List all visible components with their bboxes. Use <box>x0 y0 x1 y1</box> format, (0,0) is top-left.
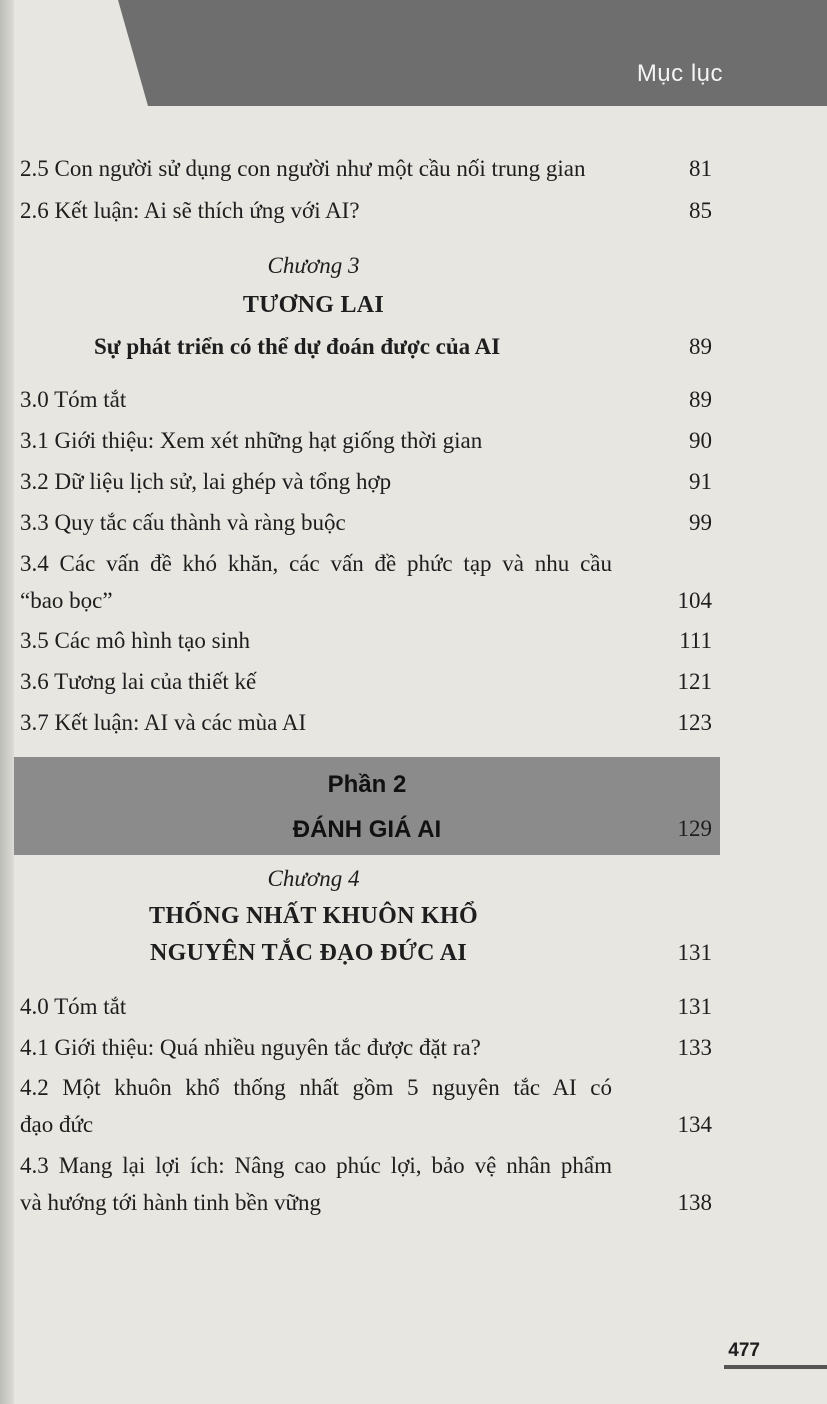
chapter-4-title-line2: NGUYÊN TẮC ĐẠO ĐỨC AI <box>150 940 467 966</box>
part-2-title[interactable]: ĐÁNH GIÁ AI <box>292 816 442 843</box>
toc-entry-text: 2.5 Con người sử dụng con người như một cầu nối trung gian <box>20 156 586 181</box>
toc-entry-page: 131 <box>677 994 712 1019</box>
part-2-label: Phần 2 <box>327 771 407 798</box>
toc-entry-text: 4.3 Mang lại lợi ích: Nâng cao phúc lợi, bảo vệ nhân phẩm <box>20 1153 612 1178</box>
toc-entry-text: 4.2 Một khuôn khổ thống nhất gồm 5 nguyên tắc AI có <box>20 1075 612 1100</box>
toc-entry-page: 89 <box>689 387 712 412</box>
page-edge-shadow <box>0 0 14 1404</box>
toc-entry-text: “bao bọc” <box>20 588 113 613</box>
toc-entry-text: 3.6 Tương lai của thiết kế <box>20 669 257 694</box>
toc-entry-page: 90 <box>689 428 712 453</box>
toc-entry-text: 3.1 Giới thiệu: Xem xét những hạt giống thời gian <box>20 428 483 453</box>
toc-entry-page: 104 <box>677 588 712 613</box>
toc-entry-page: 85 <box>689 198 712 223</box>
page-number: 477 <box>728 1340 760 1361</box>
toc-entry-page: 111 <box>679 628 712 653</box>
chapter-4-label: Chương 4 <box>267 866 360 891</box>
chapter-4-title-line1: THỐNG NHẤT KHUÔN KHỔ <box>149 903 478 929</box>
toc-entry-text: 3.3 Quy tắc cấu thành và ràng buộc <box>20 510 346 535</box>
toc-entry-page: 133 <box>677 1035 712 1060</box>
toc-entry-text: 4.0 Tóm tắt <box>20 994 127 1019</box>
toc-entry-page: 91 <box>689 469 712 494</box>
toc-entry-page: 134 <box>677 1112 712 1137</box>
toc-entry-page: 131 <box>677 940 712 965</box>
toc-entry-page: 121 <box>677 669 712 694</box>
toc-entry-text: đạo đức <box>20 1112 94 1137</box>
toc-entry-text: 3.0 Tóm tắt <box>20 387 127 412</box>
toc-entry-text: 2.6 Kết luận: Ai sẽ thích ứng với AI? <box>20 198 360 223</box>
toc-entry-text: 3.7 Kết luận: AI và các mùa AI <box>20 710 307 735</box>
toc-entry-text: 3.4 Các vấn đề khó khăn, các vấn đề phức tạp và nhu cầu <box>20 551 612 576</box>
page-number-rule <box>724 1365 827 1369</box>
header-band <box>118 0 827 106</box>
toc-entry-page: 89 <box>689 334 712 359</box>
toc-entry-page: 99 <box>689 510 712 535</box>
toc-entry-page: 123 <box>677 710 712 735</box>
toc-entry-text: và hướng tới hành tinh bền vững <box>20 1190 321 1215</box>
chapter-3-subtitle: Sự phát triển có thể dự đoán được của AI <box>94 334 501 359</box>
chapter-3-title: TƯƠNG LAI <box>242 292 385 318</box>
toc-entry-page: 129 <box>677 816 712 841</box>
toc-entry-page: 138 <box>677 1190 712 1215</box>
chapter-3-label: Chương 3 <box>267 253 360 278</box>
toc-entry-text: 3.5 Các mô hình tạo sinh <box>20 628 250 653</box>
toc-entry-text: 3.2 Dữ liệu lịch sử, lai ghép và tổng hợp <box>20 469 392 494</box>
header-title: Mục lục <box>636 60 723 87</box>
toc-entry-page: 81 <box>689 156 712 181</box>
toc-entry-text: 4.1 Giới thiệu: Quá nhiều nguyên tắc được đặt ra? <box>20 1035 481 1060</box>
